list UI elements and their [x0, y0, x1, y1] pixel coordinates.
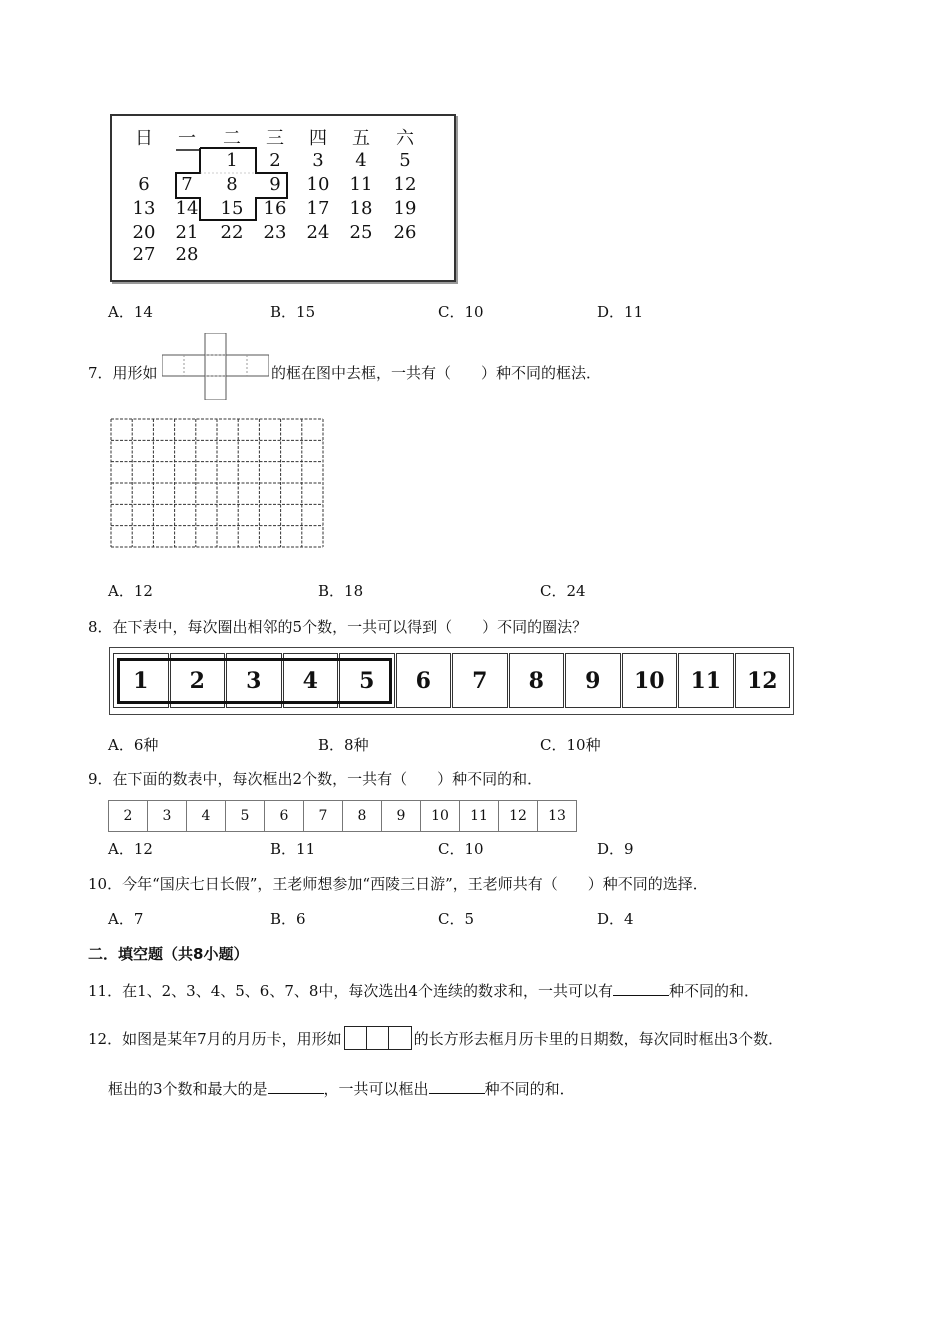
number-strip-figure [109, 647, 794, 715]
strip-number-cell: 10 [622, 653, 678, 708]
q7-option-c[interactable]: C．24 [540, 582, 586, 600]
calendar-date: 15 [220, 198, 244, 219]
calendar-date: 9 [269, 174, 281, 195]
q9-option-d[interactable]: D．9 [597, 840, 634, 858]
calendar-date: 17 [306, 198, 330, 219]
calendar-date: 23 [263, 222, 287, 243]
strip-number-cell: 2 [170, 653, 226, 708]
q9-option-a[interactable]: A．12 [108, 840, 153, 858]
calendar-date: 20 [132, 222, 156, 243]
three-box-figure [344, 1026, 412, 1050]
calendar-date: 25 [349, 222, 373, 243]
five-number-frame [117, 658, 392, 704]
number-cell: 11 [460, 801, 499, 832]
number-cell: 3 [148, 801, 187, 832]
q10-option-d[interactable]: D．4 [597, 910, 634, 928]
number-cell: 9 [382, 801, 421, 832]
strip-number-cell: 9 [565, 653, 621, 708]
number-cell: 13 [538, 801, 577, 832]
number-cell: 10 [421, 801, 460, 832]
q8-option-b[interactable]: B．8种 [318, 736, 369, 754]
calendar-figure [110, 114, 456, 282]
q7-text-before: 7．用形如 [88, 364, 158, 382]
strip-number-cell: 6 [396, 653, 452, 708]
calendar-date: 28 [175, 244, 199, 265]
q6-option-c[interactable]: C．10 [438, 303, 484, 321]
calendar-date: 13 [132, 198, 156, 219]
q9-option-c[interactable]: C．10 [438, 840, 484, 858]
number-cell: 2 [109, 801, 148, 832]
calendar-date: 10 [306, 174, 330, 195]
q12-answer-blank-1[interactable] [268, 1078, 324, 1094]
q6-option-a[interactable]: A．14 [108, 303, 153, 321]
strip-number-cell: 7 [452, 653, 508, 708]
cross-shape-figure [162, 333, 269, 400]
q7-option-b[interactable]: B．18 [318, 582, 364, 600]
calendar-date: 8 [226, 174, 238, 195]
calendar-date: 24 [306, 222, 330, 243]
strip-number-cell: 3 [226, 653, 282, 708]
q11-line [88, 980, 759, 1001]
q7-option-a[interactable]: A．12 [108, 582, 153, 600]
q8-text: 8．在下表中，每次圈出相邻的5个数，一共可以得到（ ）不同的圈法？ [88, 618, 588, 636]
weekday-header: 二 [223, 128, 241, 149]
calendar-date: 21 [175, 222, 199, 243]
weekday-header: 四 [309, 128, 327, 149]
q12-text-before: 12．如图是某年7月的月历卡，用形如 [88, 1030, 342, 1048]
q9-option-b[interactable]: B．11 [270, 840, 316, 858]
weekday-header: 六 [396, 128, 414, 149]
q6-option-d[interactable]: D．11 [597, 303, 644, 321]
q12-text-after: 的长方形去框月历卡里的日期数，每次同时框出3个数． [413, 1030, 784, 1048]
calendar-date: 1 [226, 150, 238, 171]
grid-figure [110, 418, 324, 548]
number-cell: 8 [343, 801, 382, 832]
q11-answer-blank[interactable] [613, 980, 669, 996]
weekday-header: 五 [352, 128, 370, 149]
number-cell: 7 [304, 801, 343, 832]
q10-option-c[interactable]: C．5 [438, 910, 475, 928]
q7-text-after: 的框在图中去框，一共有（ ）种不同的框法． [271, 364, 602, 382]
calendar-date: 7 [181, 174, 193, 195]
q6-option-b[interactable]: B．15 [270, 303, 316, 321]
calendar-date: 26 [393, 222, 417, 243]
strip-number-cell: 1 [113, 653, 169, 708]
calendar-date: 22 [220, 222, 244, 243]
section-heading: 二．填空题（共8小题） [88, 945, 249, 963]
number-table [108, 800, 577, 832]
q8-option-c[interactable]: C．10种 [540, 736, 601, 754]
q10-text: 10．今年“国庆七日长假”，王老师想参加“西陵三日游”，王老师共有（ ）种不同的选择． [88, 875, 708, 893]
q11-text-after: 种不同的和． [668, 982, 759, 1000]
calendar-date: 18 [349, 198, 373, 219]
calendar-date: 11 [349, 174, 373, 195]
q10-option-b[interactable]: B．6 [270, 910, 306, 928]
strip-number-cell: 4 [283, 653, 339, 708]
q12-answer-blank-2[interactable] [429, 1078, 485, 1094]
calendar-date: 3 [312, 150, 324, 171]
calendar-date: 27 [132, 244, 156, 265]
q12-line1 [88, 1028, 783, 1052]
calendar-date: 2 [269, 150, 281, 171]
calendar-date: 6 [138, 174, 150, 195]
number-cell: 12 [499, 801, 538, 832]
number-cell: 6 [265, 801, 304, 832]
strip-number-cell: 8 [509, 653, 565, 708]
q12-text-2a: 框出的3个数和最大的是 [108, 1080, 268, 1098]
number-cell: 4 [187, 801, 226, 832]
calendar-date: 12 [393, 174, 417, 195]
calendar-date: 14 [175, 198, 199, 219]
q11-text-before: 11．在1、2、3、4、5、6、7、8中，每次选出4个连续的数求和，一共可以有 [88, 982, 613, 1000]
q12-text-2c: 种不同的和． [484, 1080, 575, 1098]
q12-line2 [108, 1078, 575, 1099]
calendar-date: 4 [355, 150, 367, 171]
q8-option-a[interactable]: A．6种 [108, 736, 159, 754]
strip-number-cell: 5 [339, 653, 395, 708]
calendar-date: 16 [263, 198, 287, 219]
weekday-header: 三 [266, 128, 284, 149]
calendar-date: 19 [393, 198, 417, 219]
q9-text: 9．在下面的数表中，每次框出2个数，一共有（ ）种不同的和． [88, 770, 543, 788]
calendar-date: 5 [399, 150, 411, 171]
cross-outline [112, 116, 454, 280]
q12-text-2b: ，一共可以框出 [323, 1080, 429, 1098]
strip-number-cell: 11 [678, 653, 734, 708]
q10-option-a[interactable]: A．7 [108, 910, 144, 928]
number-cell: 5 [226, 801, 265, 832]
weekday-header: 日 [135, 128, 153, 149]
weekday-header: 一 [178, 128, 196, 149]
strip-number-cell: 12 [735, 653, 791, 708]
